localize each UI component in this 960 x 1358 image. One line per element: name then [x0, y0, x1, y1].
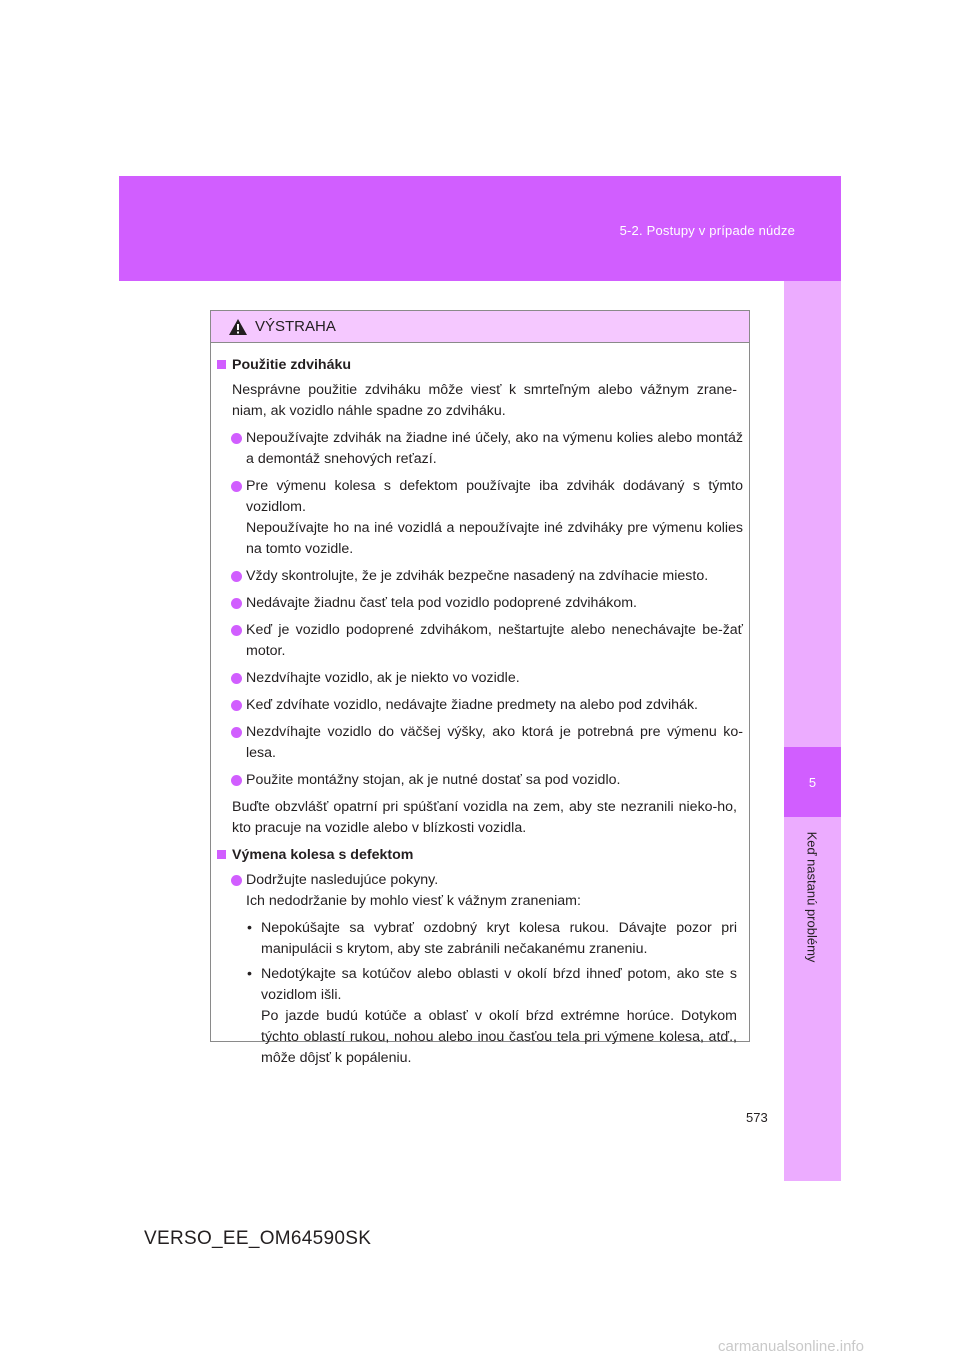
bullet-dot-icon	[231, 625, 242, 636]
bullet-dot-icon	[231, 571, 242, 582]
sub-list-item: • Nepokúšajte sa vybrať ozdobný kryt kolesa rukou. Dávajte pozor pri manipulácii s krytom, aby ste zabránili nečakanému zraneniu.	[247, 920, 737, 957]
bullet-dot-icon	[231, 673, 242, 684]
warning-title: VÝSTRAHA	[255, 318, 336, 335]
warning-box	[210, 310, 750, 1066]
bullet-dot-icon	[231, 433, 242, 444]
bullet-dot-icon	[231, 481, 242, 492]
list-item: Nedávajte žiadnu časť tela pod vozidlo podoprené zdvihákom.	[217, 593, 743, 614]
warning-triangle-icon	[228, 318, 248, 336]
list-item: Vždy skontrolujte, že je zdvihák bezpečne nasadený na zdvíhacie miesto.	[217, 566, 743, 587]
list-item: Nezdvíhajte vozidlo do väčšej výšky, ako ktorá je potrebná pre výmenu ko-lesa.	[217, 722, 743, 764]
document-code: VERSO_EE_OM64590SK	[144, 1228, 372, 1249]
list-item: Použite montážny stojan, ak je nutné dostať sa pod vozidlo.	[217, 770, 743, 791]
warning-body	[211, 343, 749, 1069]
page-number: 573	[746, 1110, 768, 1125]
section-title: 5-2. Postupy v prípade núdze	[619, 223, 795, 238]
list-item: Pre výmenu kolesa s defektom používajte iba zdvihák dodávaný s týmto vozidlom. Nepoužívajte ho na iné vozidlá a nepoužívajte iné zdviháky pre výmenu kolies na tomto vozidle.	[217, 476, 743, 560]
bullet-dot-icon	[231, 775, 242, 786]
section-heading: Výmena kolesa s defektom	[217, 845, 743, 866]
list-item: Nepoužívajte zdvihák na žiadne iné účely, ako na výmenu kolies alebo montáž a demontáž snehových reťazí.	[217, 428, 743, 470]
chapter-side-tab	[784, 281, 841, 1181]
section-intro: Nesprávne použitie zdviháku môže viesť k smrteľným alebo vážnym zrane-niam, ak vozidlo náhle spadne zo zdviháku.	[232, 382, 737, 419]
square-bullet-icon	[217, 360, 226, 369]
list-item: Dodržujte nasledujúce pokyny. Ich nedodržanie by mohlo viesť k vážnym zraneniam:	[217, 870, 743, 912]
section-outro: Buďte obzvlášť opatrní pri spúšťaní vozidla na zem, aby ste nezranili nieko-ho, kto pracuje na vozidle alebo v blízkosti vozidla.	[232, 799, 737, 836]
bullet-dot-icon	[231, 598, 242, 609]
header-band	[119, 176, 841, 281]
warning-header	[211, 311, 749, 343]
chapter-title: Keď nastanú problémy	[804, 831, 820, 963]
watermark: carmanualsonline.info	[718, 1338, 864, 1355]
list-item: Keď zdvíhate vozidlo, nedávajte žiadne predmety na alebo pod zdvihák.	[217, 695, 743, 716]
section-heading: Použitie zdviháku	[217, 355, 743, 376]
chapter-marker	[784, 747, 841, 817]
list-item: Keď je vozidlo podoprené zdvihákom, neštartujte alebo nenechávajte be-žať motor.	[217, 620, 743, 662]
chapter-number: 5	[808, 775, 817, 790]
sub-list-item: • Nedotýkajte sa kotúčov alebo oblasti v okolí bŕzd ihneď potom, ako ste s vozidlom išli. Po jazde budú kotúče a oblasť v okolí bŕzd extrémne horúce. Dotykom týchto oblastí rukou, nohou alebo inou časťou tela pri výmene kolesa, atď., môže dôjsť k popáleniu.	[247, 966, 737, 1066]
bullet-dot-icon	[231, 875, 242, 886]
bullet-dot-icon	[231, 700, 242, 711]
bullet-dot-icon	[231, 727, 242, 738]
list-item: Nezdvíhajte vozidlo, ak je niekto vo vozidle.	[217, 668, 743, 689]
square-bullet-icon	[217, 850, 226, 859]
